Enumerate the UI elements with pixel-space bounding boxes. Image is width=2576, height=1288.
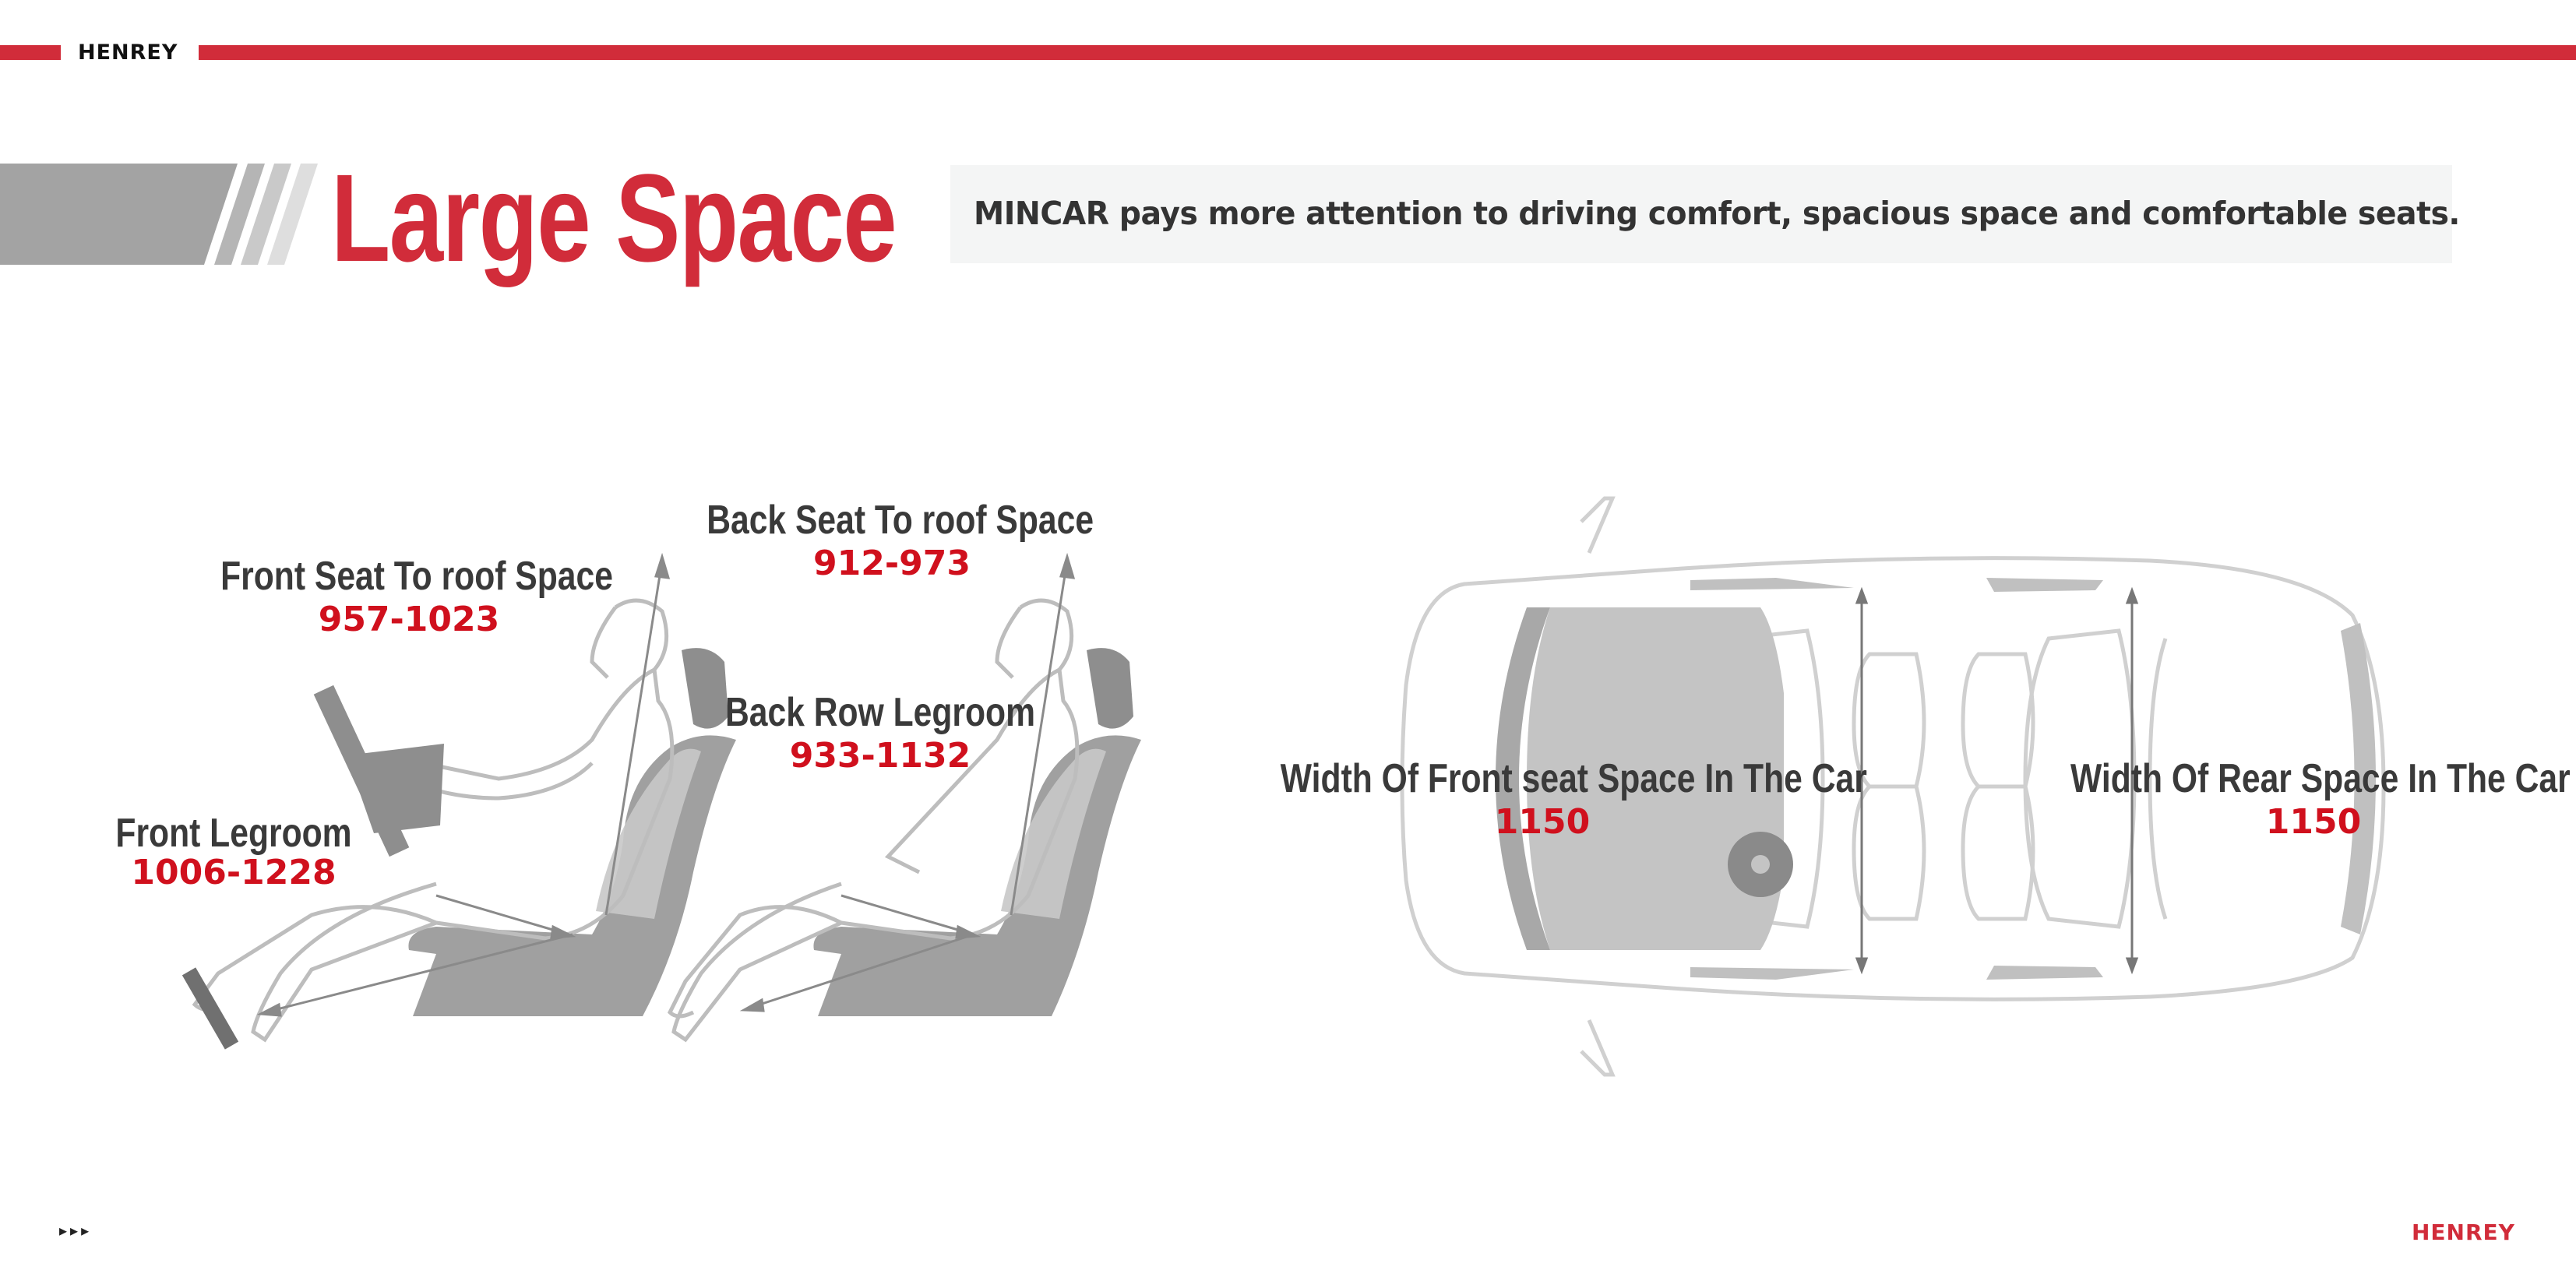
front-legroom-label: Front Legroom <box>115 811 352 856</box>
back-row-legroom-label: Back Row Legroom <box>724 690 1036 735</box>
front-seat-roof-label: Front Seat To roof Space <box>220 554 613 599</box>
front-seat-graphic <box>408 648 736 1016</box>
nav-arrows-icon[interactable]: ▸▸▸ <box>59 1223 93 1240</box>
back-seat-roof-label: Back Seat To roof Space <box>707 498 1094 543</box>
front-seat-roof-value: 957-1023 <box>318 600 500 639</box>
front-width-value: 1150 <box>1494 802 1591 842</box>
back-row-legroom-value: 933-1132 <box>789 736 971 776</box>
page-title: Large Space <box>331 148 897 287</box>
rear-width-label: Width Of Rear Space In The Car <box>2070 756 2571 801</box>
subtitle-text: MINCAR pays more attention to driving comfort, spacious space and comfortable seats. <box>974 195 2460 232</box>
rear-width-value: 1150 <box>2265 802 2362 842</box>
brand-logo: HENREY <box>78 40 178 65</box>
footer-brand-logo: HENREY <box>2412 1219 2515 1245</box>
front-legroom-value: 1006-1228 <box>131 853 337 892</box>
front-width-label: Width Of Front seat Space In The Car <box>1280 756 1867 801</box>
back-seat-roof-value: 912-973 <box>813 544 971 583</box>
